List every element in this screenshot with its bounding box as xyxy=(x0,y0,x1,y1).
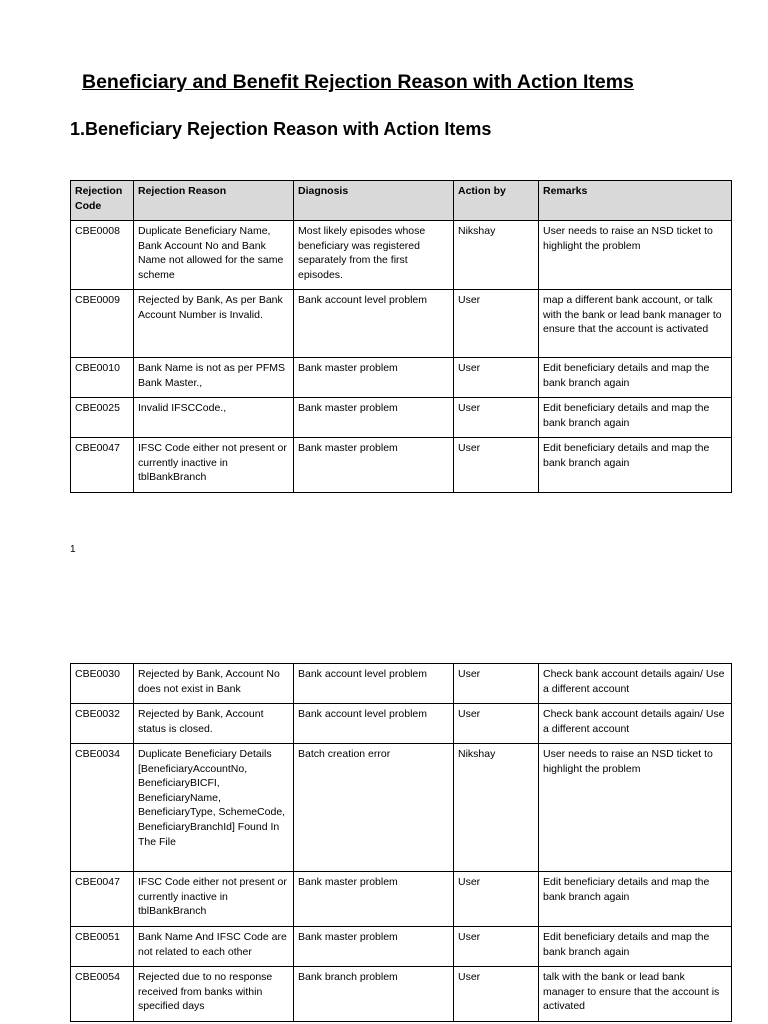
rejection-code-cell: CBE0008 xyxy=(71,221,134,290)
header-rejection-reason: Rejection Reason xyxy=(134,181,294,221)
remarks-cell: Edit beneficiary details and map the bank branch again xyxy=(539,358,732,398)
diagnosis-cell: Bank master problem xyxy=(294,872,454,927)
rejection-code-cell: CBE0051 xyxy=(71,927,134,967)
remarks-cell: Edit beneficiary details and map the bank branch again xyxy=(539,398,732,438)
action-by-cell: User xyxy=(454,927,539,967)
document-title: Beneficiary and Benefit Rejection Reason with Action Items xyxy=(82,71,634,93)
rejection-code-cell: CBE0010 xyxy=(71,358,134,398)
rejection-code-cell: CBE0030 xyxy=(71,664,134,704)
rejection-reason-cell: Invalid IFSCCode., xyxy=(134,398,294,438)
table-row xyxy=(71,664,732,704)
remarks-cell: User needs to raise an NSD ticket to highlight the problem xyxy=(539,221,732,290)
table-row xyxy=(71,358,732,398)
page-number: 1 xyxy=(70,544,76,555)
diagnosis-cell: Bank account level problem xyxy=(294,290,454,358)
action-by-cell: User xyxy=(454,704,539,744)
diagnosis-cell: Batch creation error xyxy=(294,744,454,872)
diagnosis-cell: Most likely episodes whose beneficiary was registered separately from the first episodes. xyxy=(294,221,454,290)
table-row xyxy=(71,872,732,927)
rejection-code-cell: CBE0032 xyxy=(71,704,134,744)
remarks-cell: Edit beneficiary details and map the bank branch again xyxy=(539,872,732,927)
rejection-reason-cell: Rejected due to no response received from banks within specified days xyxy=(134,967,294,1022)
section-title: 1.Beneficiary Rejection Reason with Action Items xyxy=(70,119,492,139)
diagnosis-cell: Bank master problem xyxy=(294,927,454,967)
diagnosis-cell: Bank master problem xyxy=(294,358,454,398)
action-by-cell: Nikshay xyxy=(454,221,539,290)
table-row xyxy=(71,290,732,358)
action-by-cell: User xyxy=(454,290,539,358)
rejection-code-cell: CBE0009 xyxy=(71,290,134,358)
action-by-cell: User xyxy=(454,872,539,927)
action-by-cell: User xyxy=(454,664,539,704)
diagnosis-cell: Bank master problem xyxy=(294,398,454,438)
rejection-reason-cell: IFSC Code either not present or currently inactive in tblBankBranch xyxy=(134,872,294,927)
rejection-reason-cell: Duplicate Beneficiary Name, Bank Account No and Bank Name not allowed for the same scheme xyxy=(134,221,294,290)
table-body xyxy=(71,664,732,1022)
rejection-code-cell: CBE0054 xyxy=(71,967,134,1022)
header-diagnosis: Diagnosis xyxy=(294,181,454,221)
action-by-cell: User xyxy=(454,438,539,493)
table-row xyxy=(71,967,732,1022)
action-by-cell: User xyxy=(454,398,539,438)
header-row xyxy=(71,181,732,221)
rejection-reason-cell: Bank Name is not as per PFMS Bank Master., xyxy=(134,358,294,398)
rejection-reason-cell: IFSC Code either not present or currently inactive in tblBankBranch xyxy=(134,438,294,493)
rejection-reason-cell: Duplicate Beneficiary Details [BeneficiaryAccountNo, BeneficiaryBICFI, BeneficiaryName, BeneficiaryType, SchemeCode, BeneficiaryBranchId] Found In The File xyxy=(134,744,294,872)
rejection-table-page-1 xyxy=(70,180,732,493)
rejection-reason-cell: Rejected by Bank, Account status is closed. xyxy=(134,704,294,744)
table-row xyxy=(71,221,732,290)
rejection-reason-cell: Rejected by Bank, Account No does not exist in Bank xyxy=(134,664,294,704)
remarks-cell: User needs to raise an NSD ticket to highlight the problem xyxy=(539,744,732,872)
header-action-by: Action by xyxy=(454,181,539,221)
rejection-reason-cell: Bank Name And IFSC Code are not related to each other xyxy=(134,927,294,967)
remarks-cell: Check bank account details again/ Use a different account xyxy=(539,704,732,744)
action-by-cell: User xyxy=(454,967,539,1022)
diagnosis-cell: Bank branch problem xyxy=(294,967,454,1022)
table-row xyxy=(71,744,732,872)
table-body xyxy=(71,221,732,493)
rejection-code-cell: CBE0047 xyxy=(71,438,134,493)
table-row xyxy=(71,704,732,744)
rejection-code-cell: CBE0025 xyxy=(71,398,134,438)
rejection-table-page-2 xyxy=(70,663,732,1022)
table-row xyxy=(71,438,732,493)
action-by-cell: User xyxy=(454,358,539,398)
rejection-code-cell: CBE0047 xyxy=(71,872,134,927)
diagnosis-cell: Bank master problem xyxy=(294,438,454,493)
header-remarks: Remarks xyxy=(539,181,732,221)
table-row xyxy=(71,398,732,438)
table-row xyxy=(71,927,732,967)
rejection-code-cell: CBE0034 xyxy=(71,744,134,872)
rejection-reason-cell: Rejected by Bank, As per Bank Account Number is Invalid. xyxy=(134,290,294,358)
diagnosis-cell: Bank account level problem xyxy=(294,664,454,704)
remarks-cell: talk with the bank or lead bank manager to ensure that the account is activated xyxy=(539,967,732,1022)
remarks-cell: Edit beneficiary details and map the bank branch again xyxy=(539,927,732,967)
remarks-cell: Check bank account details again/ Use a different account xyxy=(539,664,732,704)
action-by-cell: Nikshay xyxy=(454,744,539,872)
remarks-cell: Edit beneficiary details and map the bank branch again xyxy=(539,438,732,493)
remarks-cell: map a different bank account, or talk with the bank or lead bank manager to ensure that the account is activated xyxy=(539,290,732,358)
header-rejection-code: Rejection Code xyxy=(71,181,134,221)
diagnosis-cell: Bank account level problem xyxy=(294,704,454,744)
table-header xyxy=(71,181,732,221)
